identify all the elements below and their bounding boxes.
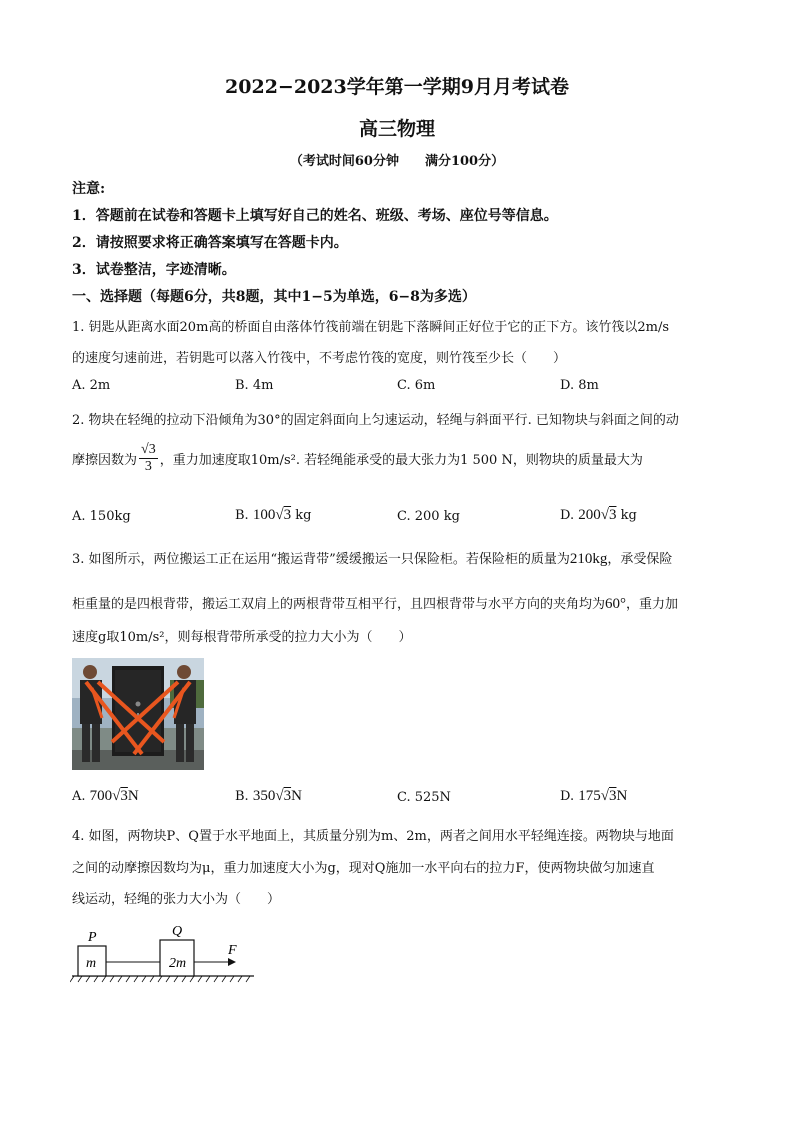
q2-line2-pre: 摩擦因数为: [72, 453, 138, 468]
option-prefix: A.: [72, 789, 90, 804]
q-label: Q: [172, 924, 183, 939]
q1-option-c: C. 6m: [397, 378, 436, 393]
q2-option-b: [235, 507, 311, 524]
notice-label: 注意:: [72, 181, 106, 197]
exam-meta: （考试时间60分钟 满分100分）: [289, 154, 505, 169]
q4-line3: 线运动，轻绳的张力大小为（ ）: [72, 892, 281, 907]
q3-line1-pre: 3. 如图所示，两位搬运工正在运用“搬运背带”缓缓搬运一只保险柜。若保险柜的质量为: [72, 552, 570, 567]
option-prefix: D.: [560, 508, 579, 523]
q2-option-a: A. 150kg: [72, 509, 131, 524]
option-coefficient: 350: [252, 788, 276, 804]
notice-item: 3．试卷整洁，字迹清晰。: [72, 262, 236, 278]
q1-option-d: D. 8m: [560, 378, 599, 393]
q1-option-a: A. 2m: [72, 378, 111, 393]
p-label: P: [88, 930, 97, 945]
q3-line2: [72, 593, 678, 613]
option-unit: N: [127, 788, 139, 804]
q1-option-b: B. 4m: [235, 378, 274, 393]
option-unit: kg: [616, 508, 637, 523]
q3-line1: [72, 548, 672, 568]
movers-photo: [72, 658, 204, 770]
q2-line2: [72, 442, 643, 475]
q2-line2-post: ，重力加速度取10m/s². 若轻绳能承受的最大张力为1 500 N，则物块的质量最大为: [159, 453, 643, 468]
q3-option-d: [560, 788, 627, 805]
option-radicand: 3: [120, 788, 128, 804]
sqrt-sign: √: [600, 507, 609, 523]
q3-line1-post: ，承受保险: [607, 552, 673, 567]
option-prefix: B.: [235, 508, 253, 523]
option-prefix: D.: [560, 789, 579, 804]
force-label: F: [228, 943, 237, 958]
option-unit: kg: [291, 508, 312, 523]
notice-item: 1．答题前在试卷和答题卡上填写好自己的姓名、班级、考场、座位号等信息。: [72, 208, 558, 224]
q2-line1: 2. 物块在轻绳的拉动下沿倾角为30°的固定斜面向上匀速运动，轻绳与斜面平行. 已知物块与斜面之间的动: [72, 413, 679, 428]
q1-line1: 1. 钥匙从距离水面20m高的桥面自由落体竹筏前端在钥匙下落瞬间正好位于它的正下方。该竹筏以2m/s: [72, 320, 670, 335]
option-coefficient: 200: [578, 507, 601, 523]
blocks-diagram: [70, 922, 260, 986]
q-mass: 2m: [169, 956, 187, 971]
arrow-head-icon: [228, 958, 236, 966]
exam-title: 2022−2023学年第一学期9月月考试卷: [225, 76, 569, 98]
option-unit: N: [616, 788, 628, 804]
exam-subject: 高三物理: [358, 118, 435, 140]
q3-option-c: C. 525N: [397, 790, 451, 805]
option-radicand: 3: [608, 507, 617, 523]
q4-line2: 之间的动摩擦因数均为μ，重力加速度大小为g，现对Q施加一水平向右的拉力F，使两物块做匀加速直: [72, 861, 655, 876]
q2-option-c: C. 200 kg: [397, 509, 460, 524]
q3-mass: 210kg: [569, 551, 608, 567]
q3-option-b: [235, 788, 302, 805]
option-unit: N: [291, 788, 302, 804]
option-radicand: 3: [608, 788, 617, 804]
option-radicand: 3: [283, 507, 292, 523]
q2-fraction: [139, 442, 158, 475]
q3-angle: 60°: [605, 596, 627, 612]
q2-fraction-denominator: 3: [144, 459, 152, 474]
q3-line2-post: ，重力加: [626, 597, 679, 612]
option-prefix: B.: [235, 789, 253, 804]
p-mass: m: [86, 956, 97, 971]
q3-option-a: [72, 788, 139, 805]
q2-option-d: [560, 507, 637, 524]
q3-line2-pre: 柜重量的是四根背带，搬运工双肩上的两根背带互相平行，且四根背带与水平方向的夹角均为: [72, 597, 606, 612]
option-radicand: 3: [283, 788, 292, 804]
q1-line2: 的速度匀速前进，若钥匙可以落入竹筏中，不考虑竹筏的宽度，则竹筏至少长（ ）: [72, 351, 567, 366]
notice-item: 2．请按照要求将正确答案填写在答题卡内。: [72, 235, 348, 251]
sqrt-sign: √: [275, 507, 284, 523]
sqrt-sign: √: [112, 788, 121, 804]
option-coefficient: 175: [578, 788, 601, 804]
q4-line1: 4. 如图，两物块P、Q置于水平地面上，其质量分别为m、2m，两者之间用水平轻绳连接。两物块与地面: [72, 829, 674, 844]
q3-line3: 速度g取10m/s²，则每根背带所承受的拉力大小为（ ）: [72, 630, 412, 645]
option-coefficient: 700: [89, 788, 113, 804]
sqrt-sign: √: [275, 788, 284, 804]
sqrt-sign: √: [600, 788, 609, 804]
q2-fraction-numerator: √3: [141, 442, 156, 457]
option-coefficient: 100: [252, 507, 276, 523]
section-heading: 一、选择题（每题6分，共8题，其中1−5为单选，6−8为多选）: [72, 289, 476, 305]
